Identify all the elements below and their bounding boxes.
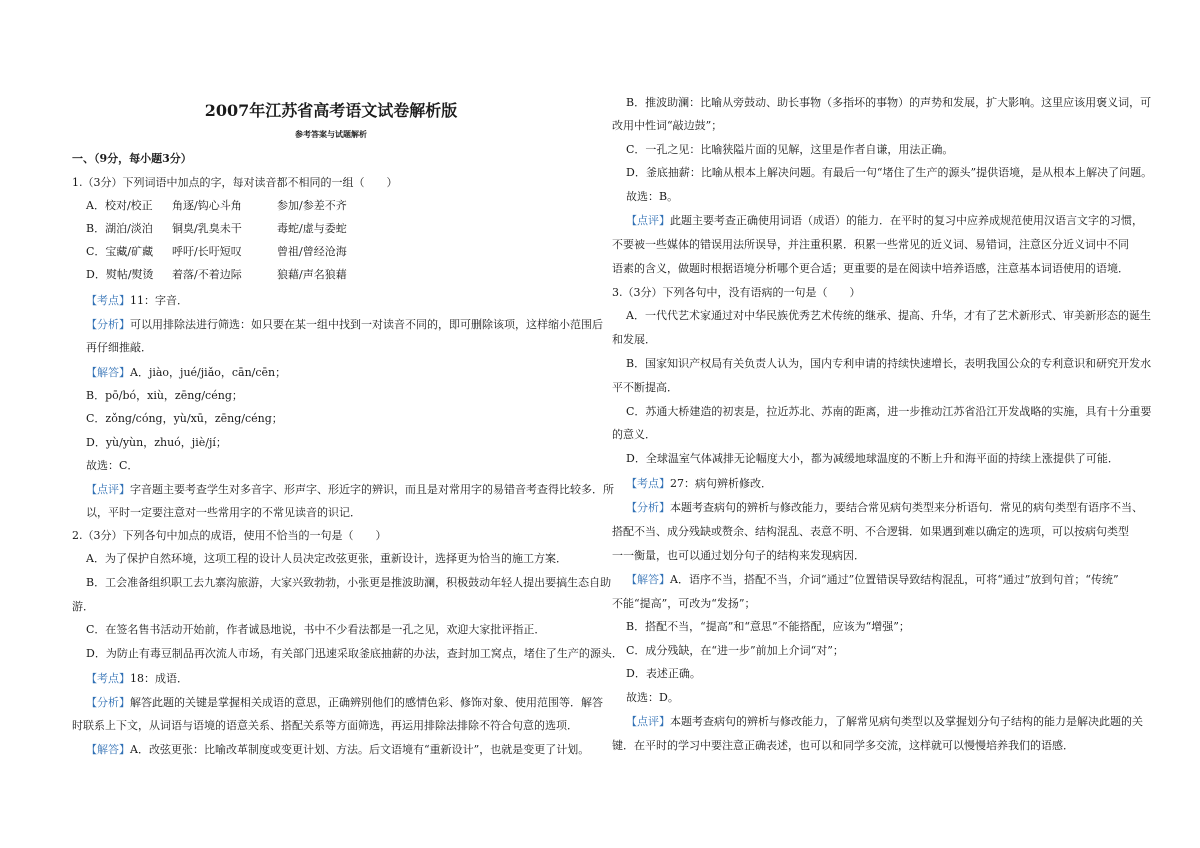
jieda-text: A．jiào，jué/jiǎo，cān/cēn；	[130, 366, 287, 379]
q1-jieda-d: D．yù/yùn，zhuó，jiè/jí；	[86, 436, 227, 449]
q3-option-b-cont: 平不断提高．	[612, 381, 678, 394]
q1-option-b-1: B．湖泊/淡泊	[86, 222, 153, 235]
q2-analysis-b-cont: 改用中性词“敲边鼓”；	[612, 119, 723, 132]
dianping-tag: 【点评】	[86, 483, 130, 496]
q3-answer: 故选：D。	[626, 691, 679, 704]
q1-answer: 故选：C．	[86, 459, 139, 472]
kaodian-text: 27：病句辨析修改．	[670, 477, 772, 490]
q1-option-d-2: 着落/不着边际	[172, 268, 242, 281]
q1-option-a-3: 参加/参差不齐	[277, 199, 347, 212]
kaodian-text: 18：成语．	[130, 672, 188, 685]
q1-jieda-c: C．zǒng/cóng，yù/xū，zēng/céng；	[86, 412, 283, 425]
fenxi-tag: 【分析】	[86, 318, 130, 331]
q3-dianping	[626, 715, 1143, 729]
q2-kaodian	[86, 672, 590, 686]
fenxi-tag: 【分析】	[86, 696, 130, 709]
q3-jieda-c: C．成分残缺，在“进一步”前加上介词“对”；	[626, 644, 844, 657]
q3-jieda-d: D．表述正确。	[626, 667, 701, 680]
q2-option-d: D．为防止有毒豆制品再次流人市场，有关部门迅速采取釜底抽薪的办法，查封加工窝点，堵住了生产的源头．	[86, 647, 623, 660]
q1-fenxi	[86, 318, 603, 332]
kaodian-tag: 【考点】	[86, 672, 130, 685]
q2-stem: 2.（3分）下列各句中加点的成语，使用不恰当的一句是（ ）	[72, 529, 387, 542]
dianping-text: 本题考查病句的辨析与修改能力，了解常见病句类型以及掌握划分句子结构的能力是解决此题的关	[670, 715, 1143, 728]
q2-fenxi-cont: 时联系上下文，从词语与语境的语意关系、搭配关系等方面筛选，再运用排除法排除不符合句意的选项．	[72, 719, 578, 732]
dianping-tag: 【点评】	[626, 214, 670, 227]
q3-fenxi	[626, 501, 1143, 515]
page-title: 2007年江苏省高考语文试卷解析版	[204, 101, 458, 120]
q2-dianping-cont-2: 语素的含义，做题时根据语境分析哪个更合适；更重要的是在阅读中培养语感，注意基本词语使用的语境．	[612, 262, 1129, 275]
q3-jieda-cont: 不能“提高”，可改为“发扬”；	[612, 597, 756, 610]
q3-fenxi-cont-1: 搭配不当、成分残缺或赘余、结构混乱、表意不明、不合逻辑．如果遇到难以确定的选项，可以按病句类型	[612, 525, 1129, 538]
kaodian-tag: 【考点】	[86, 294, 130, 307]
q1-stem: 1.（3分）下列词语中加点的字，每对读音都不相同的一组（ ）	[72, 176, 398, 189]
dianping-text: 此题主要考查正确使用词语（成语）的能力．在平时的复习中应养成规范使用汉语言文字的习惯，	[670, 214, 1143, 227]
q2-fenxi	[86, 696, 603, 710]
q2-analysis-b: B．推波助澜：比喻从旁鼓动、助长事物（多指坏的事物）的声势和发展，扩大影响。这里应该用褒义词，可	[626, 96, 1152, 109]
jieda-text: A．改弦更张：比喻改革制度或变更计划、方法。后文语境有“重新设计”，也就是变更了计划。	[130, 743, 590, 756]
q2-dianping	[626, 214, 1143, 228]
q2-option-b: B．工会准备组织职工去九寨沟旅游，大家兴致勃勃，小张更是推波助澜，积极鼓动年轻人提出要搞生态自助	[86, 576, 612, 589]
q1-option-b-3: 毒蛇/虚与委蛇	[277, 222, 347, 235]
q2-analysis-d: D．釜底抽薪：比喻从根本上解决问题。有最后一句“堵住了生产的源头”提供语境，是从根本上解决了问题。	[626, 166, 1153, 179]
q2-option-c: C．在签名售书活动开始前，作者诚恳地说，书中不少看法都是一孔之见，欢迎大家批评指正．	[86, 623, 546, 636]
kaodian-tag: 【考点】	[626, 477, 670, 490]
q1-option-c-1: C．宝藏/矿藏	[86, 245, 154, 258]
q3-dianping-cont: 键．在平时的学习中要注意正确表述，也可以和同学多交流，这样就可以慢慢培养我们的语感．	[612, 739, 1074, 752]
q3-option-a: A．一代代艺术家通过对中华民族优秀艺术传统的继承、提高、升华，才有了艺术新形式、审美新形态的诞生	[626, 309, 1151, 322]
q3-option-c-cont: 的意义．	[612, 428, 656, 441]
jieda-text: A．语序不当，搭配不当，介词“通过”位置错误导致结构混乱，可将“通过”放到句首；“传统”	[670, 573, 1119, 586]
q2-dianping-cont-1: 不要被一些媒体的错误用法所误导，并注重积累．积累一些常见的近义词、易错词，注意区分近义词中不同	[612, 238, 1129, 251]
fenxi-text: 解答此题的关键是掌握相关成语的意思，正确辨别他们的感情色彩、修饰对象、使用范围等．解答	[130, 696, 603, 709]
q3-option-b: B．国家知识产权局有关负责人认为，国内专利申请的持续快速增长，表明我国公众的专利意识和研究开发水	[626, 357, 1152, 370]
q2-jieda	[86, 743, 590, 757]
q1-kaodian	[86, 294, 590, 308]
q3-jieda-b: B．搭配不当，“提高”和“意思”不能搭配，应该为“增强”；	[626, 620, 910, 633]
q2-option-a: A．为了保护自然环境，这项工程的设计人员决定改弦更张，重新设计，选择更为恰当的施工方案．	[86, 552, 567, 565]
q3-option-a-cont: 和发展．	[612, 333, 656, 346]
q1-option-c-2: 呼吁/长吁短叹	[172, 245, 242, 258]
q1-jieda-b: B．pō/bó，xiù，zēng/céng；	[86, 389, 243, 402]
q3-jieda	[626, 573, 1134, 587]
q1-fenxi-cont: 再仔细推敲．	[86, 341, 152, 354]
jieda-tag: 【解答】	[86, 366, 130, 379]
q1-jieda	[86, 366, 590, 380]
q1-option-d-1: D．熨帖/熨烫	[86, 268, 154, 281]
q1-option-d-3: 狼藉/声名狼藉	[277, 268, 347, 281]
section-heading: 一、（9分，每小题3分）	[72, 152, 192, 165]
q3-fenxi-cont-2: 一一衡量，也可以通过划分句子的结构来发现病因．	[612, 549, 865, 562]
q1-option-c-3: 曾祖/曾经沧海	[277, 245, 347, 258]
q3-option-d: D．全球温室气体减排无论幅度大小，都为减缓地球温度的不断上升和海平面的持续上涨提供了可能．	[626, 452, 1119, 465]
q1-dianping	[86, 483, 614, 497]
q3-stem: 3.（3分）下列各句中，没有语病的一句是（ ）	[612, 286, 861, 299]
q2-analysis-c: C．一孔之见：比喻狭隘片面的见解，这里是作者自谦，用法正确。	[626, 143, 954, 156]
jieda-tag: 【解答】	[626, 573, 670, 586]
dianping-tag: 【点评】	[626, 715, 670, 728]
page-subtitle: 参考答案与试题解析	[295, 129, 367, 139]
q3-option-c: C．苏通大桥建造的初衷是，拉近苏北、苏南的距离，进一步推动江苏省沿江开发战略的实施，具有十分重要	[626, 405, 1152, 418]
jieda-tag: 【解答】	[86, 743, 130, 756]
fenxi-text: 可以用排除法进行筛选：如只要在某一组中找到一对读音不同的，即可删除该项，这样缩小范围后	[130, 318, 603, 331]
q1-option-a-1: A．校对/校正	[86, 199, 153, 212]
kaodian-text: 11：字音．	[130, 294, 188, 307]
fenxi-text: 本题考查病句的辨析与修改能力，要结合常见病句类型来分析语句．常见的病句类型有语序不当、	[670, 501, 1143, 514]
q3-kaodian	[626, 477, 1134, 491]
q1-option-b-2: 铜臭/乳臭未干	[172, 222, 242, 235]
q1-option-a-2: 角逐/钩心斗角	[172, 199, 242, 212]
q2-answer: 故选：B。	[626, 190, 679, 203]
q2-option-b-cont: 游．	[72, 600, 94, 613]
q1-dianping-cont: 以，平时一定要注意对一些常用字的不常见读音的识记．	[86, 506, 361, 519]
dianping-text: 字音题主要考查学生对多音字、形声字、形近字的辨识，而且是对常用字的易错音考查得比较多．所	[130, 483, 614, 496]
fenxi-tag: 【分析】	[626, 501, 670, 514]
